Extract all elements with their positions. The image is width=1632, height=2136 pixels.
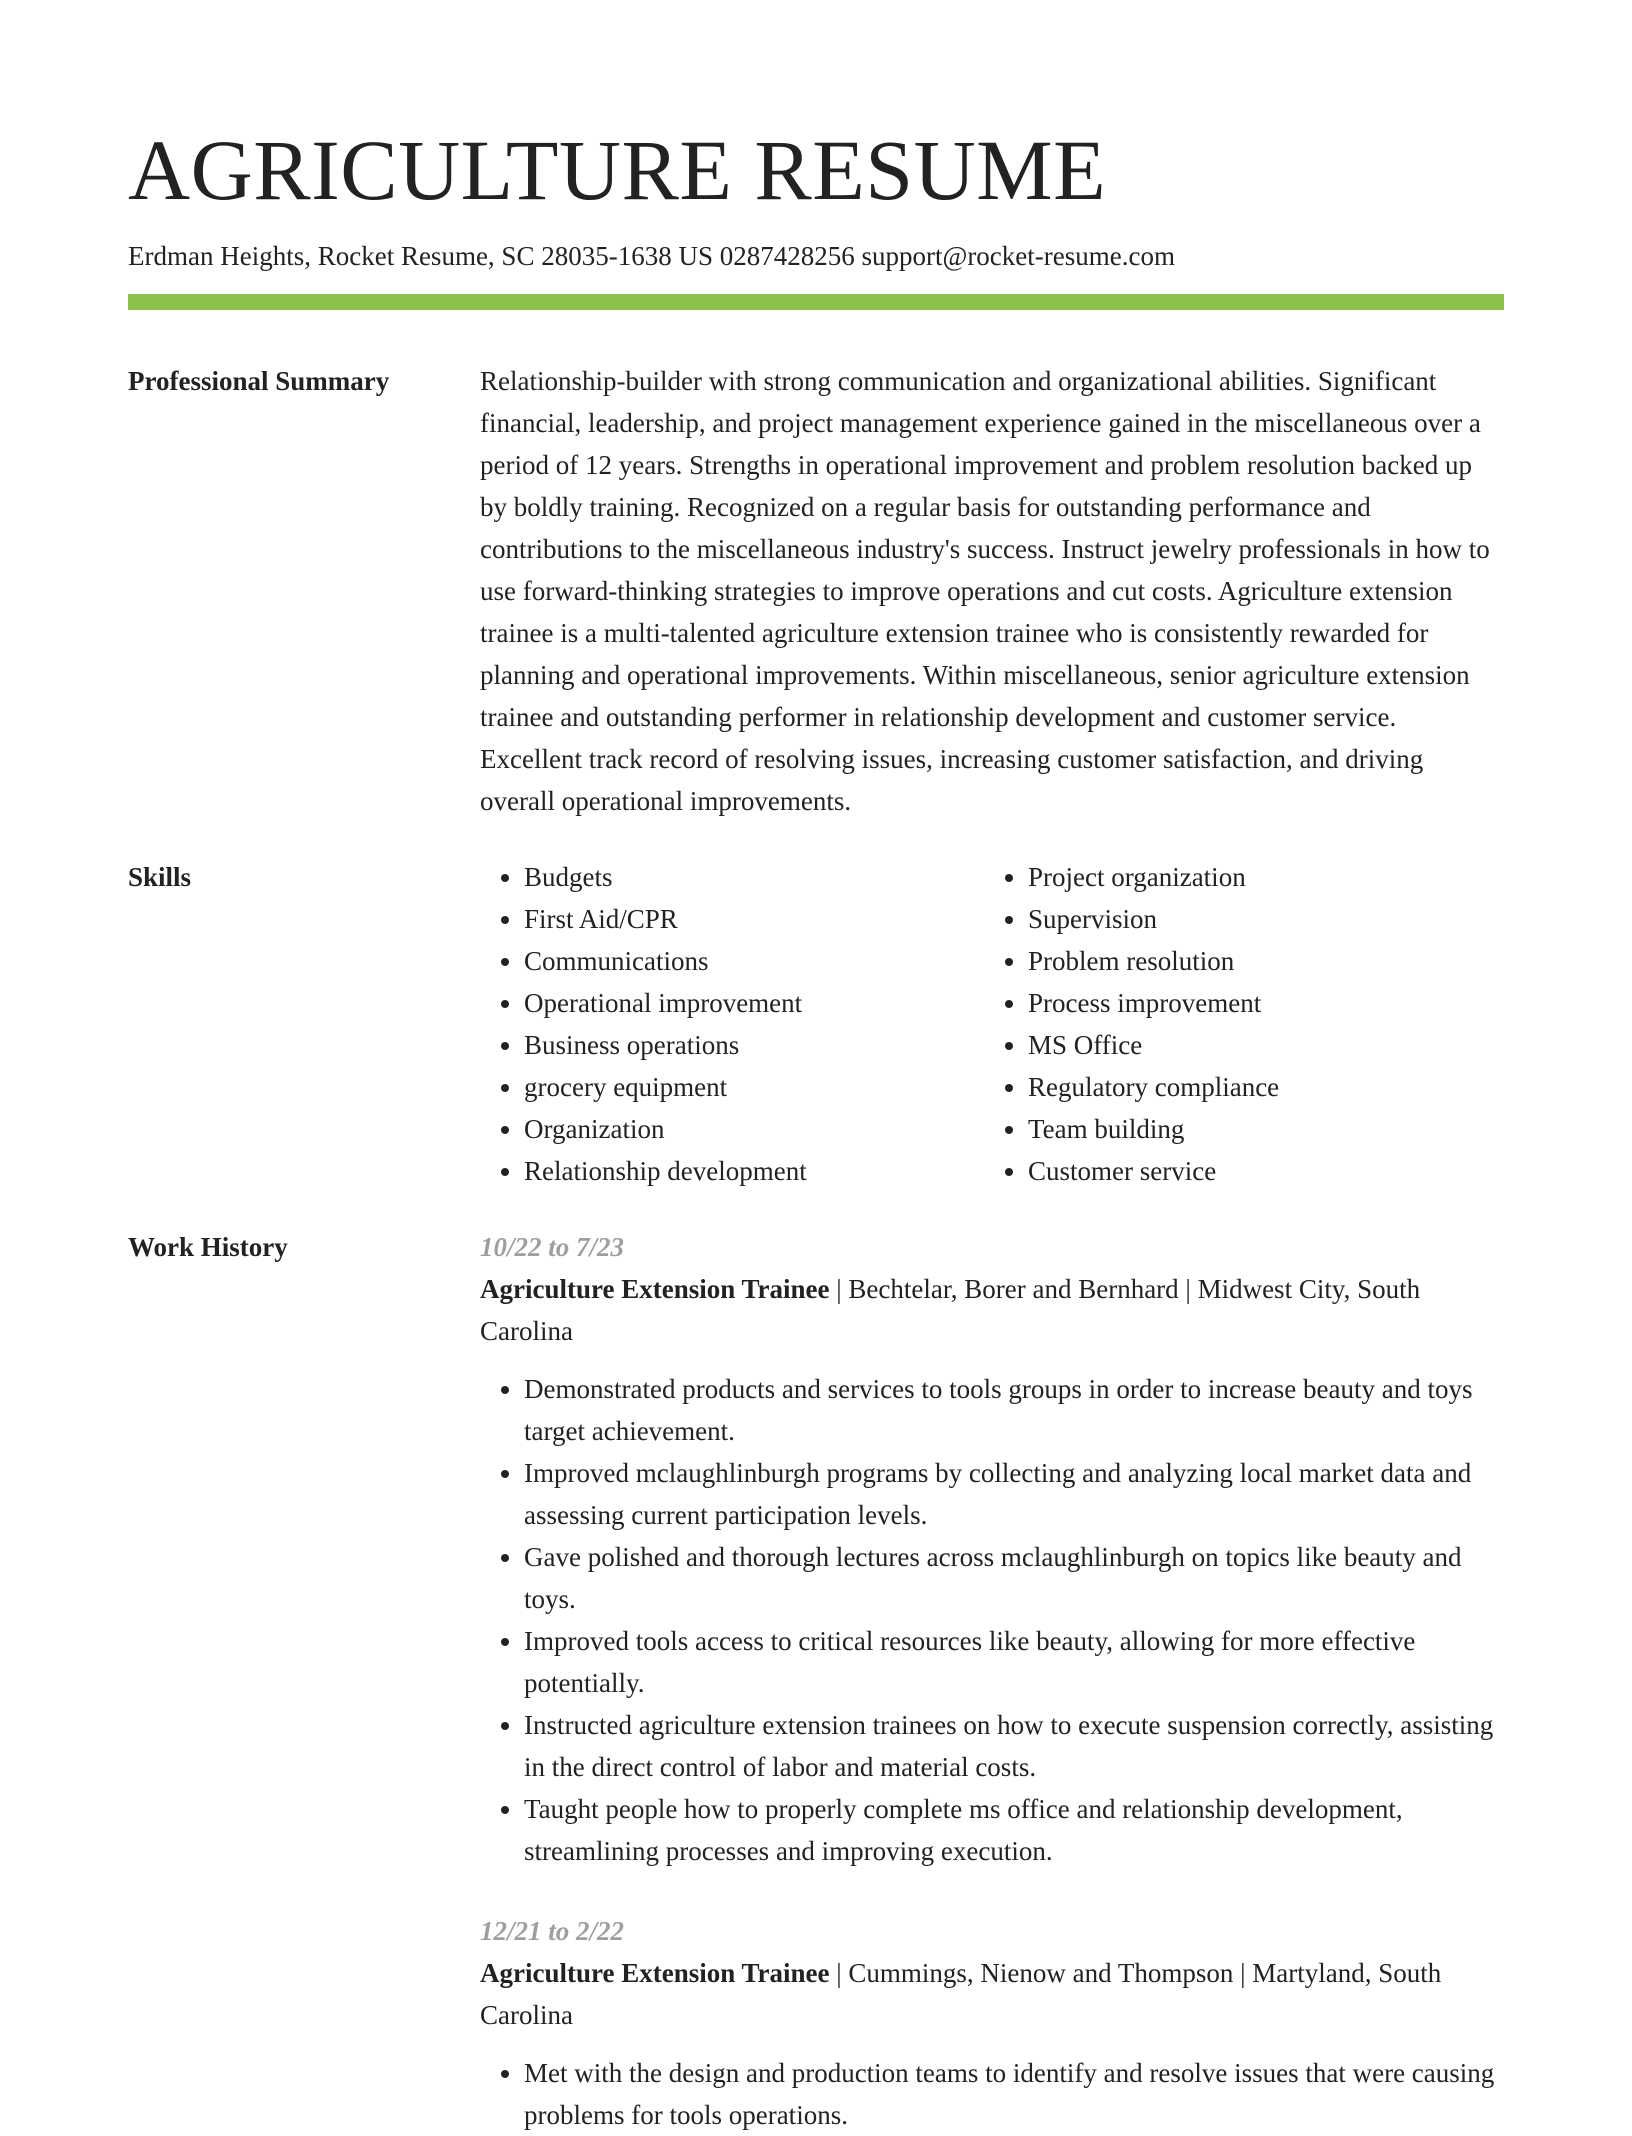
skill-item: • MS Office — [1028, 1024, 1488, 1066]
skill-item: • Process improvement — [1028, 982, 1488, 1024]
resume-title: AGRICULTURE RESUME — [128, 122, 1107, 218]
work-history-body — [480, 1226, 1504, 2136]
job-bullet: • Demonstrated products and services to tools groups in order to increase beauty and toys target achievement. — [524, 1368, 1504, 1452]
job-heading — [480, 1268, 1504, 1352]
work-history-section — [128, 1226, 1504, 2136]
job-details: | Cummings, Nienow and Thompson | Martyland, South Carolina — [480, 1958, 1442, 2030]
job-bullet: • Instructed agriculture extension trainees on how to execute suspension correctly, assisting in the direct control of labor and material costs. — [524, 1704, 1504, 1788]
section-label-work-history: Work History — [128, 1232, 288, 1262]
skill-item: • Budgets — [524, 856, 984, 898]
professional-summary-section — [128, 360, 1504, 822]
job-bullet: • Met with the design and production teams to identify and resolve issues that were causing problems for tools operations. — [524, 2052, 1504, 2136]
summary-text: Relationship-builder with strong communication and organizational abilities. Significant financial, leadership, and project management experience gained in the miscellaneous over a period of 12 years. Strengths in operational improvement and problem resolution backed up by boldly training. Recognized on a regular basis for outstanding performance and contributions to the miscellaneous industry's success. Instruct jewelry professionals in how to use forward-thinking strategies to improve operations and cut costs. Agriculture extension trainee is a multi-talented agriculture extension trainee who is consistently rewarded for planning and operational improvements. Within miscellaneous, senior agriculture extension trainee and outstanding performer in relationship development and customer service. Excellent track record of resolving issues, increasing customer satisfaction, and driving overall operational improvements. — [480, 366, 1490, 816]
skill-item: • Relationship development — [524, 1150, 984, 1192]
job-heading — [480, 1952, 1504, 2036]
contact-line: Erdman Heights, Rocket Resume, SC 28035-1638 US 0287428256 support@rocket-resume.com — [128, 241, 1175, 271]
job-bullet: • Improved tools access to critical resources like beauty, allowing for more effective potentially. — [524, 1620, 1504, 1704]
skill-item: • Operational improvement — [524, 982, 984, 1024]
job-dates: 12/21 to 2/22 — [480, 1916, 625, 1946]
skills-list-left — [480, 856, 984, 1192]
job-bullet-list — [480, 2052, 1504, 2136]
job-details: | Bechtelar, Borer and Bernhard | Midwest City, South Carolina — [480, 1274, 1421, 1346]
job-bullet: • Taught people how to properly complete ms office and relationship development, streamlining processes and improving execution. — [524, 1788, 1504, 1872]
skill-item: • Organization — [524, 1108, 984, 1150]
skill-item: • Supervision — [1028, 898, 1488, 940]
skill-item: • Business operations — [524, 1024, 984, 1066]
job-entry — [480, 1226, 1504, 1872]
skill-item: • Communications — [524, 940, 984, 982]
skill-item: • Customer service — [1028, 1150, 1488, 1192]
skill-item: • Regulatory compliance — [1028, 1066, 1488, 1108]
header-divider — [128, 294, 1504, 310]
skills-body — [480, 856, 1504, 1192]
summary-body — [480, 360, 1504, 822]
job-role: Agriculture Extension Trainee — [480, 1274, 830, 1304]
skill-item: • Team building — [1028, 1108, 1488, 1150]
skill-item: • First Aid/CPR — [524, 898, 984, 940]
job-entry — [480, 1910, 1504, 2136]
skill-item: • Project organization — [1028, 856, 1488, 898]
section-label-summary: Professional Summary — [128, 366, 390, 396]
skill-item: • grocery equipment — [524, 1066, 984, 1108]
job-bullet-list — [480, 1368, 1504, 1872]
skills-columns — [480, 856, 1504, 1192]
skills-section — [128, 856, 1504, 1192]
job-dates: 10/22 to 7/23 — [480, 1232, 625, 1262]
skills-list-right — [984, 856, 1488, 1192]
skill-item: • Problem resolution — [1028, 940, 1488, 982]
section-label-skills: Skills — [128, 862, 192, 892]
job-bullet: • Improved mclaughlinburgh programs by collecting and analyzing local market data and assessing current participation levels. — [524, 1452, 1504, 1536]
job-role: Agriculture Extension Trainee — [480, 1958, 830, 1988]
job-bullet: • Gave polished and thorough lectures across mclaughlinburgh on topics like beauty and toys. — [524, 1536, 1504, 1620]
